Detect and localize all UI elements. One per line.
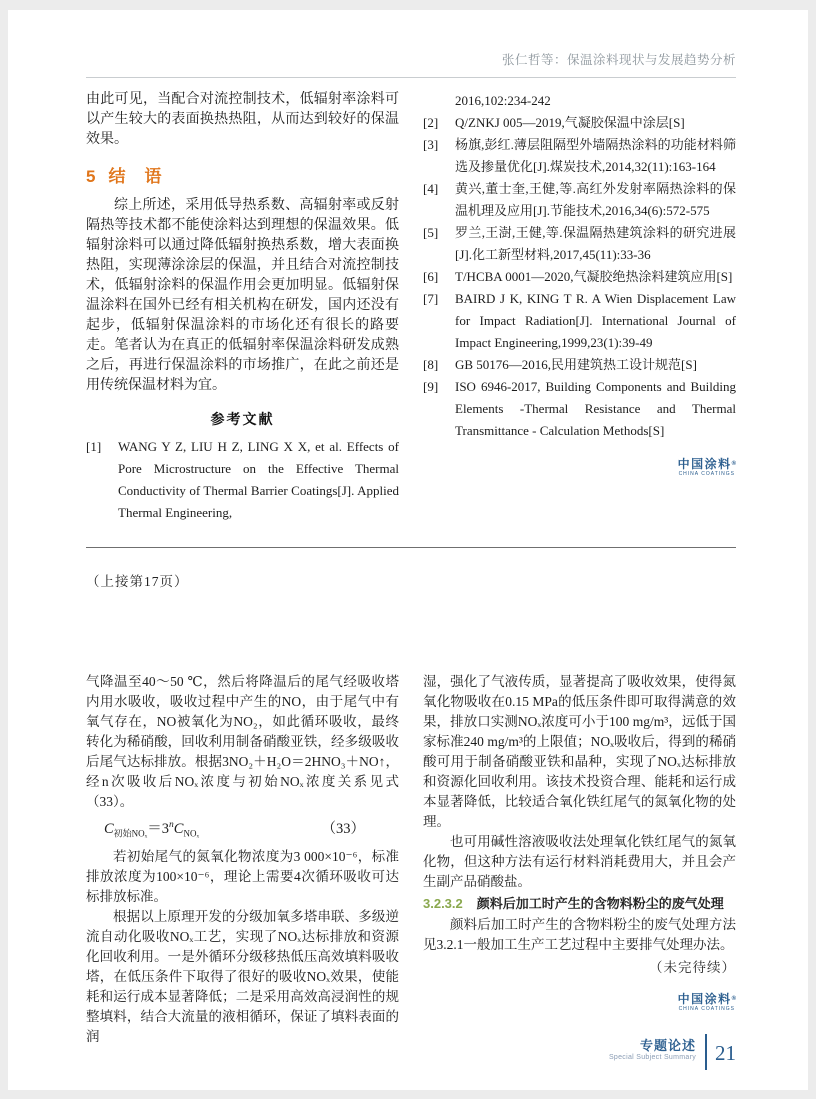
reference-label: [7] bbox=[423, 291, 439, 306]
logo-cn-text: 中国涂料® bbox=[677, 992, 736, 1006]
conclusion-paragraph: 综上所述，采用低导热系数、高辐射率或反射隔热等技术都不能使涂料达到理想的保温效果。低辐射涂料可以通过降低辐射换热系数，增大表面换热阻，实现薄涂涂层的保温，并且结合对流控制技术，低辐射涂料的保温作用会更加明显。低辐射保温涂料在国外已经有相关机构在研发，国内还没有起步，低辐射保温涂料的市场化还有很长的路要走。笔者认为在真正的低辐射率保温涂料研发成熟之后，再进行保温涂料的市场推广，在此之前还是用传统保温材料为宜。 bbox=[86, 198, 399, 393]
reference-label: [3] bbox=[423, 137, 439, 152]
reference-item bbox=[423, 134, 736, 178]
china-coatings-logo bbox=[678, 458, 736, 478]
subsection-heading bbox=[423, 893, 736, 914]
reference-item bbox=[423, 376, 736, 442]
reference-text: BAIRD J K, KING T R. A Wien Displacement Law for Impact Radiation[J]. International Journal of Impact Engineering,1999,23(1):39-49 bbox=[455, 291, 736, 350]
reference-item bbox=[86, 436, 399, 524]
closing-paragraph: 由此可见，当配合对流控制技术，低辐射率涂料可以产生较大的表面换热热阻，从而达到较好的保温效果。 bbox=[86, 92, 399, 147]
section-title: 结 语 bbox=[108, 167, 163, 186]
reference-item bbox=[423, 354, 736, 376]
reference-item bbox=[423, 90, 736, 112]
lower-left-column bbox=[86, 672, 399, 1047]
reference-text: T/HCBA 0001—2020,气凝胶绝热涂料建筑应用[S] bbox=[455, 269, 733, 284]
body-paragraph: 颜料后加工时产生的含物料粉尘的废气处理方法见3.2.1一般加工生产工艺过程中主要排气处理办法。 bbox=[423, 917, 736, 952]
registered-mark: ® bbox=[731, 996, 736, 1002]
reference-label: [4] bbox=[423, 181, 439, 196]
reference-text: Q/ZNKJ 005—2019,气凝胶保温中涂层[S] bbox=[455, 115, 685, 130]
body-paragraph: 湿，强化了气液传质，显著提高了吸收效果，使得氮氧化物吸收在0.15 MPa的低压条件即可取得满意的效果，排放口实测NOₓ浓度可小于100 mg/m³，远低于国家标准240 mg/m³的上限值；NOₓ吸收后，得到的稀硝酸可用于制备硝酸亚铁和晶种，实现了NOₓ达标排放和资源化回收利用。该技术投资合理、能耗和运行成本显著降低，比较适合氧化铁红尾气的氮氧化物的处理。 bbox=[423, 674, 736, 829]
upper-right-column bbox=[423, 90, 736, 524]
reference-label: [8] bbox=[423, 357, 439, 372]
reference-text: GB 50176—2016,民用建筑热工设计规范[S] bbox=[455, 357, 697, 372]
reference-label: [5] bbox=[423, 225, 439, 240]
lower-section bbox=[86, 672, 736, 1047]
logo-en-text: CHINA COATINGS bbox=[678, 1006, 735, 1012]
body-paragraph: 气降温至40～50 ℃，然后将降温后的尾气经吸收塔内用水吸收，吸收过程中产生的NO，由于尾气中有氧气存在，NO被氧化为NO₂，如此循环吸收，最终转化为稀硝酸，回收利用制备硝酸亚铁，经多级吸收后尾气达标排放。根据3NO₂＋H₂O＝2HNO₃＋NO↑，经n次吸收后NOₓ浓度与初始NOₓ浓度关系见式（33）。 bbox=[86, 674, 399, 809]
section-number: 5 bbox=[86, 167, 97, 186]
reference-text: ISO 6946-2017, Building Components and Building Elements -Thermal Resistance and Thermal Transmittance - Calculation Methods[S] bbox=[455, 379, 736, 438]
upper-left-column bbox=[86, 90, 399, 524]
running-title: 张仁哲等：保温涂料现状与发展趋势分析 bbox=[501, 53, 736, 67]
reference-text: 杨旗,彭红.薄层阻隔型外墙隔热涂料的功能材料筛选及掺量优化[J].煤炭技术,2014,32(11):163-164 bbox=[455, 137, 736, 174]
continuation-note: （上接第17页） bbox=[86, 574, 189, 589]
reference-label: [1] bbox=[86, 439, 102, 454]
subsection-number: 3.2.3.2 bbox=[423, 896, 463, 911]
reference-text: 黄兴,董士奎,王健,等.高红外发射率隔热涂料的保温机理及应用[J].节能技术,2016,34(6):572-575 bbox=[455, 181, 736, 218]
lower-right-column bbox=[423, 672, 736, 1047]
footer-section-label-en: Special Subject Summary bbox=[608, 1054, 696, 1061]
page-number: 21 bbox=[715, 1041, 736, 1065]
body-paragraph: 若初始尾气的氮氧化物浓度为3 000×10⁻⁶，标准排放浓度为100×10⁻⁶，理论上需要4次循环吸收可达标排放标准。 bbox=[86, 848, 399, 904]
equation-33 bbox=[86, 812, 399, 847]
reference-item bbox=[423, 222, 736, 266]
reference-label bbox=[423, 90, 455, 112]
equation-body: $C_{初始NO_x}=3^nC_{NO_x}$ bbox=[104, 820, 200, 839]
footer-divider bbox=[705, 1034, 707, 1070]
footer-section-labels bbox=[609, 1032, 696, 1070]
reference-continuation-text: 2016,102:234-242 bbox=[455, 93, 551, 108]
body-paragraph: 也可用碱性溶液吸收法处理氧化铁红尾气的氮氧化物，但这种方法有运行材料消耗费用大，并且会产生副产品硝酸盐。 bbox=[423, 834, 736, 889]
logo-cn-text: 中国涂料® bbox=[677, 457, 736, 471]
journal-page bbox=[8, 10, 808, 1090]
reference-item bbox=[423, 178, 736, 222]
body-paragraph: 根据以上原理开发的分级加氧多塔串联、多级逆流自动化吸收NOₓ工艺，实现了NOₓ达标排放和资源化回收利用。一是外循环分级移热低压高效填料吸收塔，在低压条件下取得了很好的吸收NOₓ效果，使能耗和运行成本显著降低；二是采用高效高浸润性的规整填料，结合大流量的液相循环，保证了填料表面的润 bbox=[86, 908, 399, 1044]
reference-label: [6] bbox=[423, 269, 439, 284]
article-divider-rule bbox=[86, 547, 736, 548]
subsection-title: 颜料后加工时产生的含物料粉尘的废气处理 bbox=[476, 896, 724, 911]
reference-item bbox=[423, 112, 736, 134]
reference-label: [2] bbox=[423, 115, 439, 130]
reference-item bbox=[423, 266, 736, 288]
footer-section-label: 专题论述 bbox=[639, 1038, 696, 1053]
registered-mark: ® bbox=[731, 461, 736, 467]
section-heading bbox=[86, 162, 399, 187]
reference-text: 罗兰,王澍,王健,等.保温隔热建筑涂料的研究进展[J].化工新型材料,2017,45(11):33-36 bbox=[455, 225, 736, 262]
header-rule bbox=[86, 77, 736, 78]
to-be-continued-note: （未完待续） bbox=[649, 960, 736, 975]
upper-section bbox=[86, 90, 736, 524]
reference-label: [9] bbox=[423, 379, 439, 394]
page-footer bbox=[609, 1032, 736, 1070]
china-coatings-logo bbox=[678, 993, 736, 1013]
logo-en-text: CHINA COATINGS bbox=[678, 471, 735, 477]
equation-number: （33） bbox=[321, 820, 365, 837]
reference-text: WANG Y Z, LIU H Z, LING X X, et al. Effects of Pore Microstructure on the Effective Thermal Conductivity of Thermal Barrier Coatings[J]. Applied Thermal Engineering, bbox=[118, 439, 399, 520]
references-heading: 参考文献 bbox=[210, 411, 275, 427]
reference-item bbox=[423, 288, 736, 354]
